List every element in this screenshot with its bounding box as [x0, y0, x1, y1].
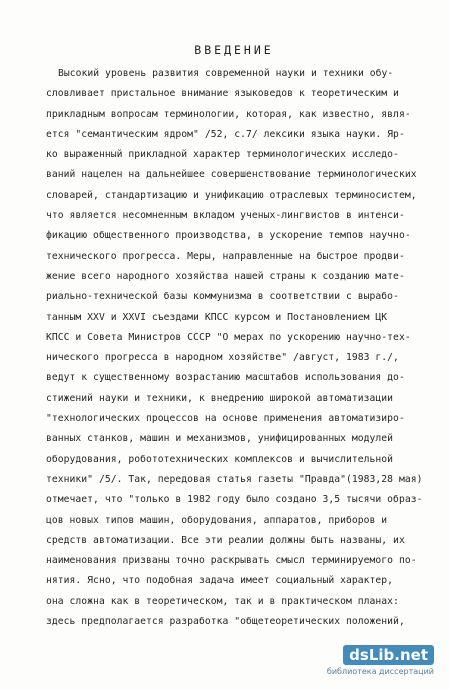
watermark: [327, 645, 434, 676]
text-line: стижений науки и техники, к внедрению широкой автоматизации: [46, 392, 394, 404]
text-line: нического прогресса в народном хозяйстве" /август, 1983 г./,: [46, 352, 399, 364]
text-line: фикацию общественного производства, в ускорение темпов научно-: [46, 230, 411, 242]
text-line: наименования призваны точно раскрывать смысл терминируемого по-: [46, 555, 417, 567]
text-line: оборудования, робототехнических комплексов и вычислительной: [46, 453, 394, 465]
text-line: риально-технической базы коммунизма в соответствии с вырабо-: [46, 291, 399, 303]
text-line: она сложна как в теоретическом, так и в практическом планах:: [46, 595, 399, 607]
text-line: ванных станков, машин и механизмов, унифицированных модулей: [46, 433, 394, 445]
text-line: "технологических процессов на основе применения автоматизиро-: [46, 413, 405, 425]
text-line: танным XXV и XXVI съездами КПСС курсом и Постановлением ЦК: [46, 311, 388, 323]
text-line: технического прогресса. Меры, направленные на быстрое продви-: [46, 250, 405, 262]
text-line: ется "семантическим ядром" /52, с.7/ лексики языка науки. Яр-: [46, 128, 405, 140]
text-line: средств автоматизации. Все эти реалии должны быть названы, их: [46, 534, 405, 546]
text-line: КПСС и Совета Министров СССР "О мерах по ускорению научно-тех-: [46, 331, 411, 343]
text-line: ко выраженный прикладной характер терминологических исследо-: [46, 149, 399, 161]
text-line: техники" /5/. Так, передовая статья газеты "Правда"(1983,28 мая): [46, 473, 423, 485]
text-line: здесь предполагается разработка "общетеоретических положений,: [46, 616, 405, 628]
page-title: ВВЕДЕНИЕ: [194, 43, 274, 57]
text-line: Высокий уровень развития современной науки и техники обу-: [58, 68, 394, 79]
text-line: словарей, стандартизацию и унификацию отраслевых терминосистем,: [46, 189, 417, 201]
text-line: цов новых типов машин, оборудования, аппаратов, приборов и: [46, 514, 388, 526]
text-line: словливает пристальное внимание языковедов к теоретическим и: [46, 88, 399, 100]
text-line: прикладным вопросам терминологии, которая, как известно, явля-: [46, 108, 411, 120]
watermark-logo: dsLib.net: [343, 645, 434, 665]
body-text: [46, 64, 423, 632]
text-line: ваний нацелен на дальнейшее совершенствование терминологических: [46, 169, 417, 181]
text-line: жение всего народного хозяйства нашей страны к созданию мате-: [46, 270, 405, 282]
text-line: ведут к существенному возрастанию масштабов использования до-: [46, 372, 405, 384]
text-line: нятия. Ясно, что подобная задача имеет социальный характер,: [46, 575, 394, 587]
text-line: что является несомненным вкладом ученых-лингвистов в интенси-: [46, 210, 405, 222]
text-line: отмечает, что "только в 1982 году было создано 3,5 тысячи образ-: [46, 494, 423, 506]
watermark-caption: библиотека диссертаций: [326, 667, 434, 676]
